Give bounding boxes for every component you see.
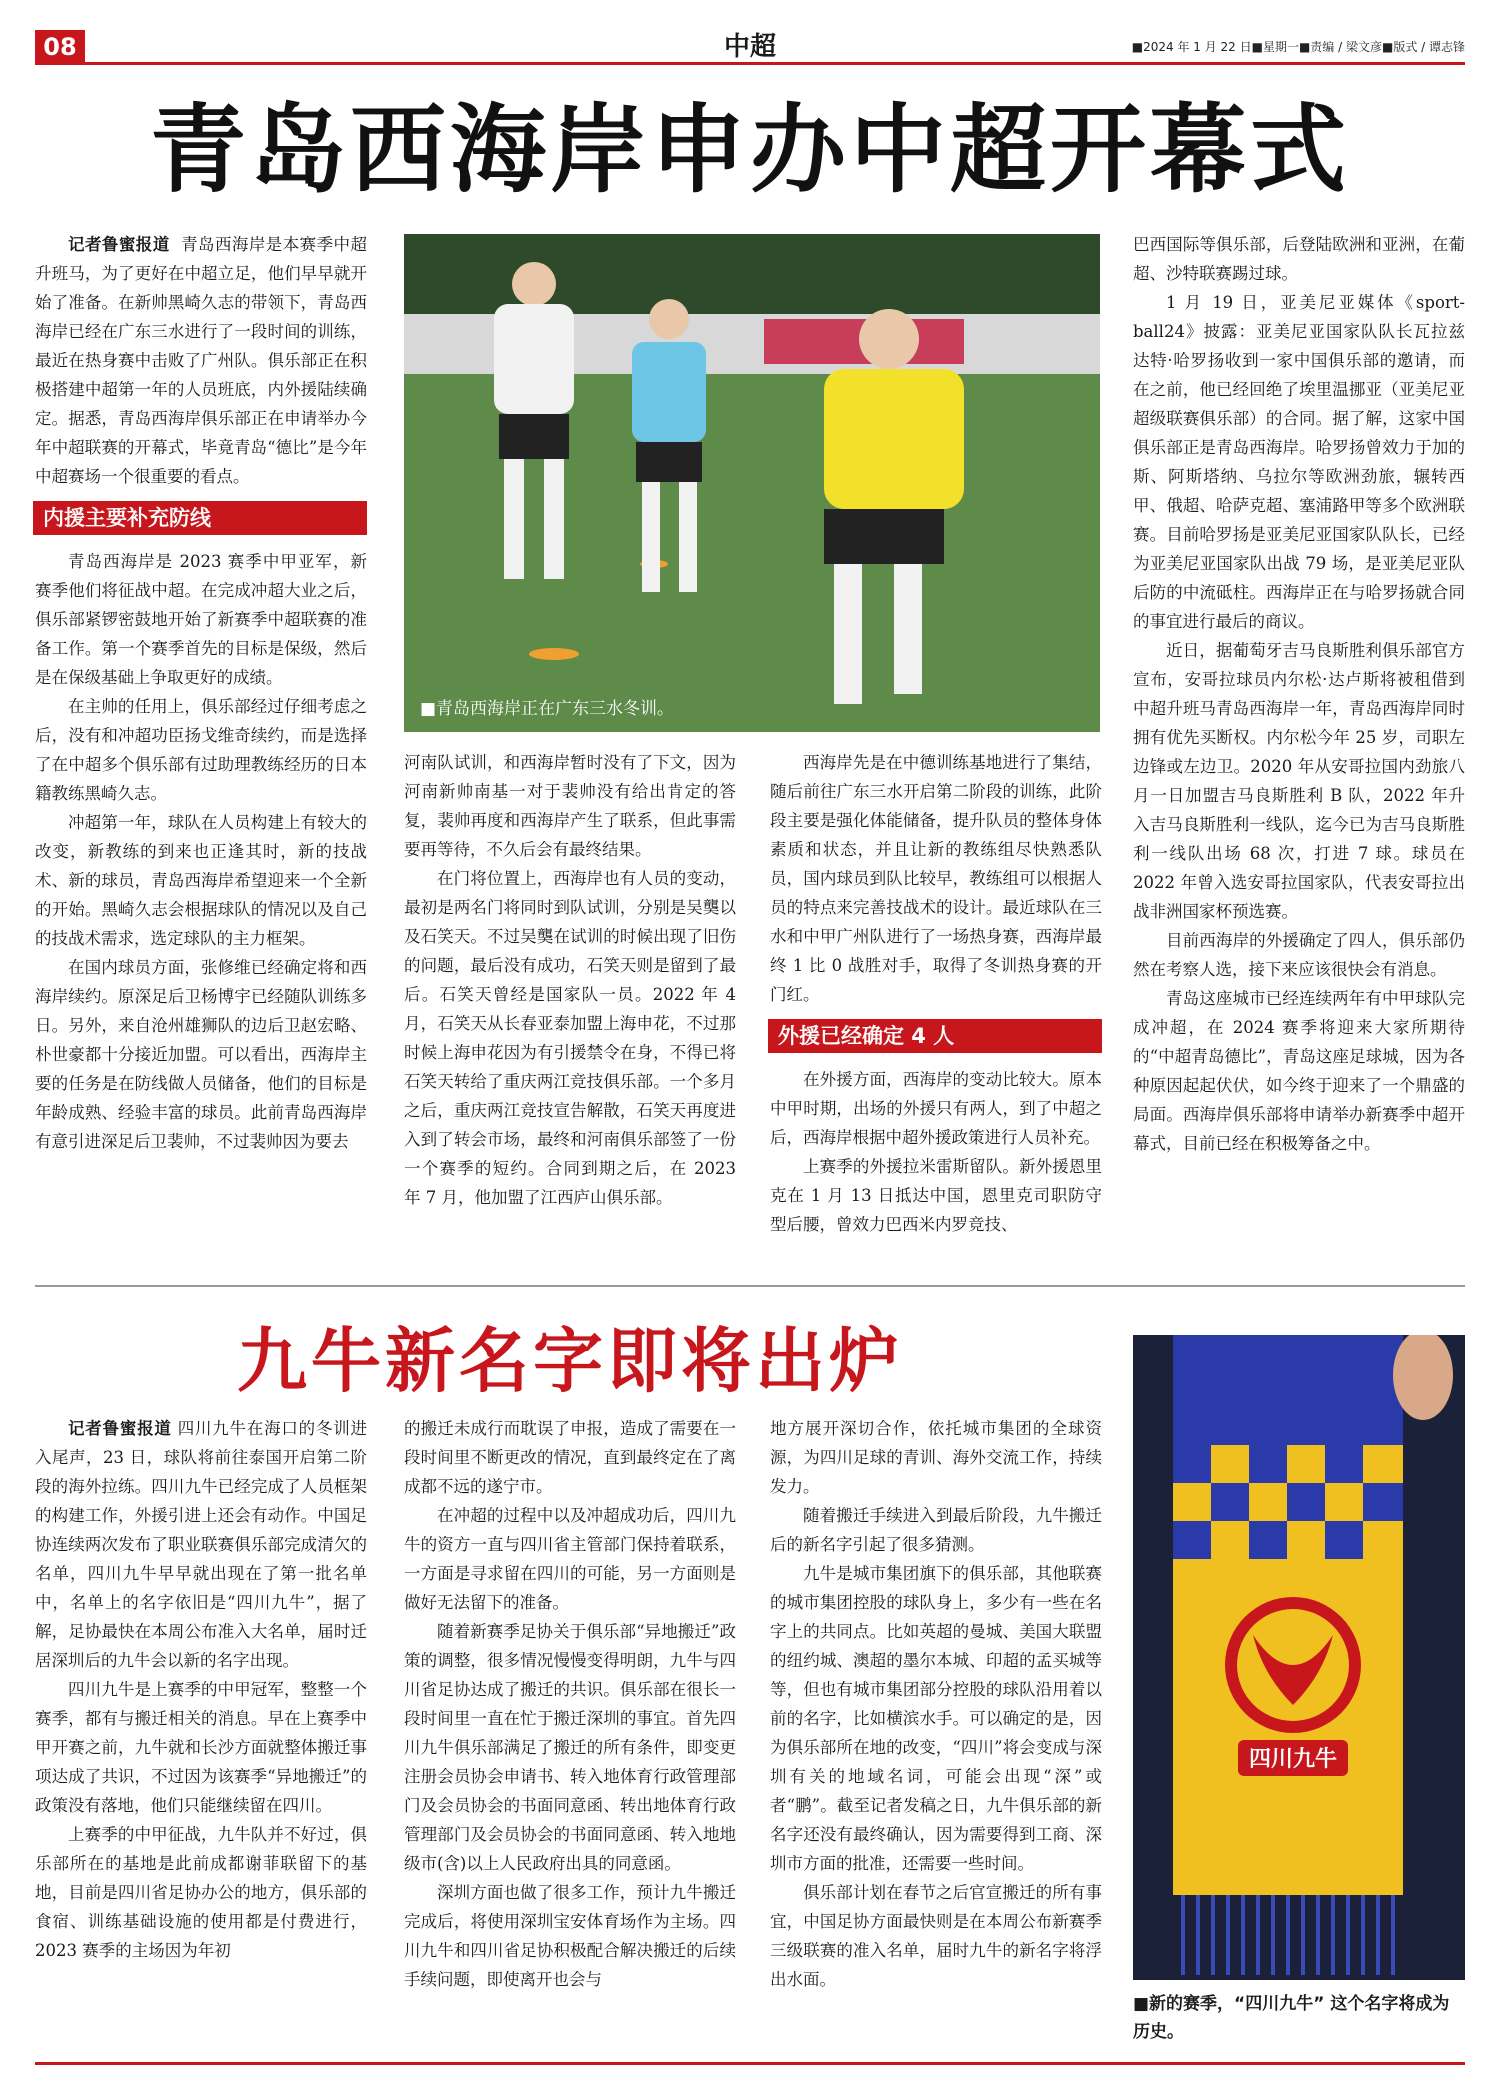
page-number: 08: [35, 30, 85, 64]
article1-column-2: [404, 748, 736, 1212]
byline: 记者鲁蜜报道: [68, 235, 170, 254]
paragraph: 深圳方面也做了很多工作，预计九牛搬迁完成后，将使用深圳宝安体育场作为主场。四川九牛和四川省足协积极配合解决搬迁的后续手续问题，即使离开也会与: [404, 1883, 736, 1989]
footer-line: [35, 2062, 1465, 2065]
paragraph: 四川九牛是上赛季的中甲冠军，整整一个赛季，都有与搬迁相关的消息。早在上赛季中甲开赛之前，九牛就和长沙方面就整体搬迁事项达成了共识，不过因为该赛季“异地搬迁”的政策没有落地，他们只能继续留在四川。: [35, 1680, 367, 1815]
article2-column-1: [35, 1414, 367, 1965]
paragraph: 巴西国际等俱乐部，后登陆欧洲和亚洲，在葡超、沙特联赛踢过球。: [1133, 235, 1465, 283]
article2-column-2: [404, 1414, 736, 1994]
paragraph: 俱乐部计划在春节之后官宣搬迁的所有事宜，中国足协方面最快则是在本周公布新赛季三级联赛的准入名单，届时九牛的新名字将浮出水面。: [770, 1883, 1102, 1989]
section-name: 中超: [723, 32, 776, 62]
article2-column-3: [770, 1414, 1102, 1994]
paragraph: 青岛这座城市已经连续两年有中甲球队完成冲超，在 2024 赛季将迎来大家所期待的“中超青岛德比”，青岛这座足球城，因为各种原因起起伏伏，如今终于迎来了一个鼎盛的局面。西海岸俱乐部将申请举办新赛季中超开幕式，目前已经在积极筹备之中。: [1133, 989, 1465, 1153]
paragraph: 近日，据葡萄牙吉马良斯胜利俱乐部官方宣布，安哥拉球员内尔松·达卢斯将被租借到中超升班马青岛西海岸一年，青岛西海岸同时拥有优先买断权。内尔松今年 25 岁，司职左边锋或左边卫。2020 年从安哥拉国内劲旅八月一日加盟吉马良斯胜利 B 队，2022 年升入吉马良斯胜利一线队，迄今已为吉马良斯胜利一线队出场 68 次，打进 7 球。球员在 2022 年曾入选安哥拉国家队，代表安哥拉出战非洲国家杯预选赛。: [1133, 641, 1465, 921]
scarf-text: 四川九牛: [1248, 1747, 1338, 1772]
paragraph: 青岛西海岸是本赛季中超升班马，为了更好在中超立足，他们早早就开始了准备。在新帅黑崎久志的带领下，青岛西海岸已经在广东三水进行了一段时间的训练，最近在热身赛中击败了广州队。俱乐部正在积极搭建中超第一年的人员班底，内外援陆续确定。据悉，青岛西海岸俱乐部正在申请举办今年中超联赛的开幕式，毕竟青岛“德比”是今年中超赛场一个很重要的看点。: [35, 235, 368, 486]
training-photo: [404, 234, 1100, 732]
article-divider: [35, 1285, 1465, 1287]
paragraph: 在冲超的过程中以及冲超成功后，四川九牛的资方一直与四川省主管部门保持着联系，一方面是寻求留在四川的可能，另一方面则是做好无法留下的准备。: [404, 1506, 736, 1612]
paragraph: 随着搬迁手续进入到最后阶段，九牛搬迁后的新名字引起了很多猜测。: [770, 1506, 1102, 1554]
paragraph: 的搬迁未成行而耽误了申报，造成了需要在一段时间里不断更改的情况，直到最终定在了离成都不远的遂宁市。: [404, 1419, 736, 1496]
photo-caption: ■青岛西海岸正在广东三水冬训。: [420, 699, 675, 719]
paragraph: 随着新赛季足协关于俱乐部“异地搬迁”政策的调整，很多情况慢慢变得明朗，九牛与四川省足协达成了搬迁的共识。俱乐部在很长一段时间里一直在忙于搬迁深圳的事宜。首先四川九牛俱乐部满足了搬迁的所有条件，即变更注册会员协会申请书、转入地体育行政管理部门及会员协会的书面同意函、转出地体育行政管理部门及会员协会的书面同意函、转入地地级市(含)以上人民政府出具的同意函。: [404, 1622, 736, 1873]
header-meta: ■2024 年 1 月 22 日■星期一■责编 / 梁文彦■版式 / 谭志锋: [1131, 40, 1465, 54]
paragraph: 四川九牛在海口的冬训进入尾声，23 日，球队将前往泰国开启第二阶段的海外拉练。四川九牛已经完成了人员框架的构建工作，外援引进上还会有动作。中国足协连续两次发布了职业联赛俱乐部完成清欠的名单，四川九牛早早就出现在了第一批名单中，名单上的名字依旧是“四川九牛”，据了解，足协最快在本周公布准入大名单，届时迁居深圳后的九牛会以新的名字出现。: [35, 1419, 368, 1670]
byline: 记者鲁蜜报道: [68, 1419, 172, 1438]
paragraph: 青岛西海岸是 2023 赛季中甲亚军，新赛季他们将征战中超。在完成冲超大业之后，俱乐部紧锣密鼓地开始了新赛季中超联赛的准备工作。第一个赛季首先的目标是保级，然后是在保级基础上争取更好的成绩。: [35, 552, 367, 687]
paragraph: 1 月 19 日，亚美尼亚媒体《sport-ball24》披露：亚美尼亚国家队队长瓦拉兹达特·哈罗扬收到一家中国俱乐部的邀请，而在之前，他已经回绝了埃里温挪亚（亚美尼亚超级联赛俱乐部）的合同。据了解，这家中国俱乐部正是青岛西海岸。哈罗扬曾效力于加的斯、阿斯塔纳、乌拉尔等欧洲劲旅，辗转西甲、俄超、哈萨克超、塞浦路甲等多个欧洲联赛。目前哈罗扬是亚美尼亚国家队队长，已经为亚美尼亚国家队出战 79 场，是亚美尼亚队后防的中流砥柱。西海岸正在与哈罗扬就合同的事宜进行最后的商议。: [1133, 293, 1465, 631]
subheading: 内援主要补充防线: [33, 501, 367, 535]
paragraph: 河南队试训，和西海岸暂时没有了下文，因为河南新帅南基一对于裴帅没有给出肯定的答复，裴帅再度和西海岸产生了联系，但此事需要再等待，不久后会有最终结果。: [404, 753, 736, 859]
paragraph: 在国内球员方面，张修维已经确定将和西海岸续约。原深足后卫杨博宇已经随队训练多日。另外，来自沧州雄狮队的边后卫赵宏略、朴世豪都十分接近加盟。可以看出，西海岸主要的任务是在防线做人员储备，他们的目标是年龄成熟、经验丰富的球员。此前青岛西海岸有意引进深足后卫裴帅，不过裴帅因为要去: [35, 958, 367, 1151]
article1-headline: 青岛西海岸申办中超开幕式: [150, 94, 1350, 206]
subheading: 外援已经确定 4 人: [768, 1019, 1102, 1053]
article1-column-1: [35, 230, 367, 1156]
article2-headline: 九牛新名字即将出炉: [237, 1320, 903, 1402]
paragraph: 目前西海岸的外援确定了四人，俱乐部仍然在考察人选，接下来应该很快会有消息。: [1133, 931, 1465, 979]
paragraph: 在外援方面，西海岸的变动比较大。原本中甲时期，出场的外援只有两人，到了中超之后，西海岸根据中超外援政策进行人员补充。: [770, 1070, 1102, 1147]
paragraph: 上赛季的中甲征战，九牛队并不好过，俱乐部所在的基地是此前成都谢菲联留下的基地，目前是四川省足协办公的地方，俱乐部的食宿、训练基础设施的使用都是付费进行，2023 赛季的主场因为年初: [35, 1825, 367, 1960]
paragraph: 在主帅的任用上，俱乐部经过仔细考虑之后，没有和冲超功臣扬戈维奇续约，而是选择了在中超多个俱乐部有过助理教练经历的日本籍教练黑崎久志。: [35, 697, 367, 803]
paragraph: 在门将位置上，西海岸也有人员的变动，最初是两名门将同时到队试训，分别是吴龑以及石笑天。不过吴龑在试训的时候出现了旧伤的问题，最后没有成功，石笑天则是留到了最后。石笑天曾经是国家队一员。2022 年 4 月，石笑天从长春亚泰加盟上海申花，不过那时候上海申花因为有引援禁令在身，不得已将石笑天转给了重庆两江竞技俱乐部。一个多月之后，重庆两江竞技宣告解散，石笑天再度进入到了转会市场，最终和河南俱乐部签了一份一个赛季的短约。合同到期之后，在 2023 年 7 月，他加盟了江西庐山俱乐部。: [404, 869, 736, 1207]
paragraph: 地方展开深切合作，依托城市集团的全球资源，为四川足球的青训、海外交流工作，持续发力。: [770, 1419, 1102, 1496]
scarf-photo: [1133, 1335, 1465, 1980]
photo-caption: ■新的赛季，“四川九牛” 这个名字将成为历史。: [1133, 1994, 1450, 2042]
paragraph: 上赛季的外援拉米雷斯留队。新外援恩里克在 1 月 13 日抵达中国，恩里克司职防守型后腰，曾效力巴西米内罗竞技、: [770, 1157, 1102, 1234]
paragraph: 冲超第一年，球队在人员构建上有较大的改变，新教练的到来也正逢其时，新的技战术、新的球员，青岛西海岸希望迎来一个全新的开始。黑崎久志会根据球队的情况以及自己的技战术需求，选定球队的主力框架。: [35, 813, 367, 948]
article1-column-4: [1133, 230, 1465, 1158]
paragraph: 西海岸先是在中德训练基地进行了集结，随后前往广东三水开启第二阶段的训练，此阶段主要是强化体能储备，提升队员的整体身体素质和状态，并且让新的教练组尽快熟悉队员，国内球员到队比较早，教练组可以根据人员的特点来完善技战术的设计。最近球队在三水和中甲广州队进行了一场热身赛，西海岸最终 1 比 0 战胜对手，取得了冬训热身赛的开门红。: [770, 753, 1102, 1004]
article1-column-3: [770, 748, 1102, 1239]
paragraph: 九牛是城市集团旗下的俱乐部，其他联赛的城市集团控股的球队身上，多少有一些在名字上的共同点。比如英超的曼城、美国大联盟的纽约城、澳超的墨尔本城、印超的孟买城等等，但也有城市集团部分控股的球队沿用着以前的名字，比如横滨水手。可以确定的是，因为俱乐部所在地的改变，“四川”将会变成与深圳有关的地域名词，可能会出现“深”或者“鹏”。截至记者发稿之日，九牛俱乐部的新名字还没有最终确认，因为需要得到工商、深圳市方面的批准，还需要一些时间。: [770, 1564, 1102, 1873]
